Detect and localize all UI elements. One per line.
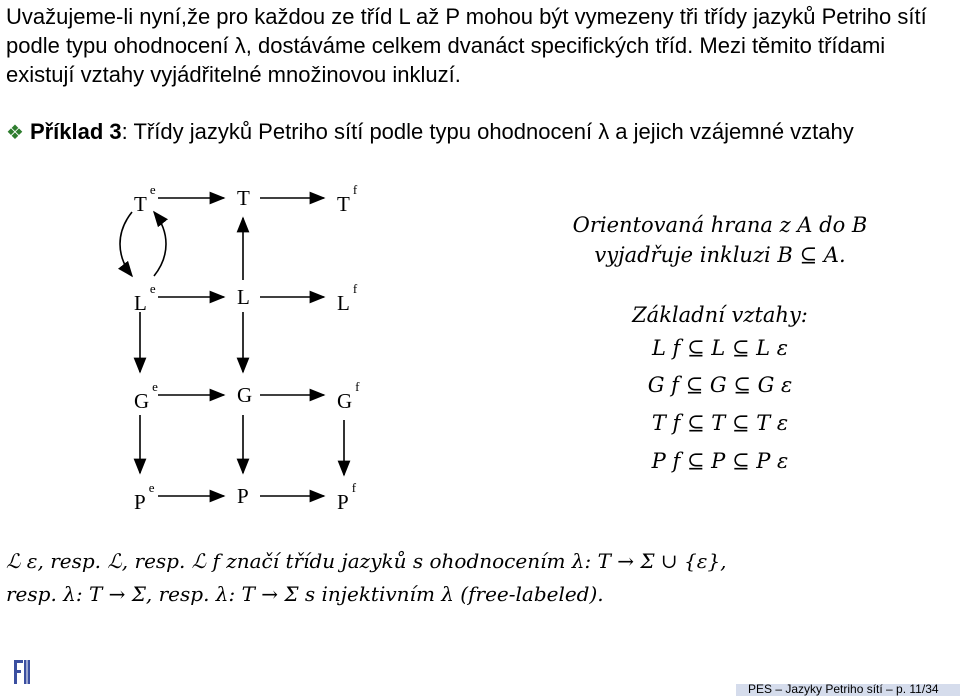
fit-logo-icon — [14, 660, 30, 684]
node-L-f: $L^f$ — [337, 281, 358, 315]
inclusion-diagram — [110, 170, 410, 520]
node-P: P — [237, 484, 249, 508]
node-G-f: $G^f$ — [337, 379, 360, 413]
definition-text — [6, 545, 956, 611]
node-P-e: $P^e$ — [134, 480, 155, 514]
relation-P: P f ⊆ P ⊆ P ε — [651, 449, 789, 473]
node-T: T — [237, 186, 250, 210]
relation-L: L f ⊆ L ⊆ L ε — [651, 336, 789, 360]
definition-line2: resp. λ: T → Σ, resp. λ: T → Σ s injektivním λ (free-labeled). — [6, 582, 604, 606]
example-heading — [6, 117, 854, 148]
footer-page-info: PES – Jazyky Petriho sítí – p. 11/34 — [748, 682, 939, 696]
definition-line1: ℒ ε, resp. ℒ, resp. ℒ f značí třídu jazyků s ohodnocením λ: T → Σ ∪ {ε}, — [6, 549, 727, 573]
node-G-e: $G^e$ — [134, 379, 158, 413]
diamond-bullet-icon: ❖ — [6, 122, 24, 144]
edge-note — [560, 210, 880, 270]
edge-note-line2: vyjadřuje inkluzi B ⊆ A. — [594, 243, 846, 267]
relation-G: G f ⊆ G ⊆ G ε — [647, 373, 793, 397]
arrow-Te-Le — [120, 212, 132, 276]
example-text: : Třídy jazyků Petriho sítí podle typu ohodnocení λ a jejich vzájemné vztahy — [121, 119, 854, 144]
node-L-e: Le — [134, 281, 156, 315]
node-P-f: $P^f$ — [337, 480, 357, 514]
edge-note-line1: Orientovaná hrana z A do B — [572, 213, 868, 237]
node-L: L — [237, 285, 250, 309]
relation-T: T f ⊆ T ⊆ T ε — [651, 411, 789, 435]
intro-paragraph: Uvažujeme-li nyní,že pro každou ze tříd L až P mohou být vymezeny tři třídy jazyků Petriho sítí podle typu ohodnocení λ, dostáváme celkem dvanáct specifických tříd. Mezi těmito třídami existují vztahy vyjádřitelné množinovou inkluzí. — [6, 4, 927, 87]
relations-title: Základní vztahy: — [632, 303, 808, 327]
example-label: Příklad 3 — [29, 119, 122, 144]
diagram-arrows — [110, 170, 410, 520]
node-T-f: $T^f$ — [337, 182, 358, 216]
node-G: G — [237, 383, 253, 407]
arrow-Le-Te — [154, 212, 166, 276]
node-T-e: $T^e$ — [134, 182, 156, 216]
